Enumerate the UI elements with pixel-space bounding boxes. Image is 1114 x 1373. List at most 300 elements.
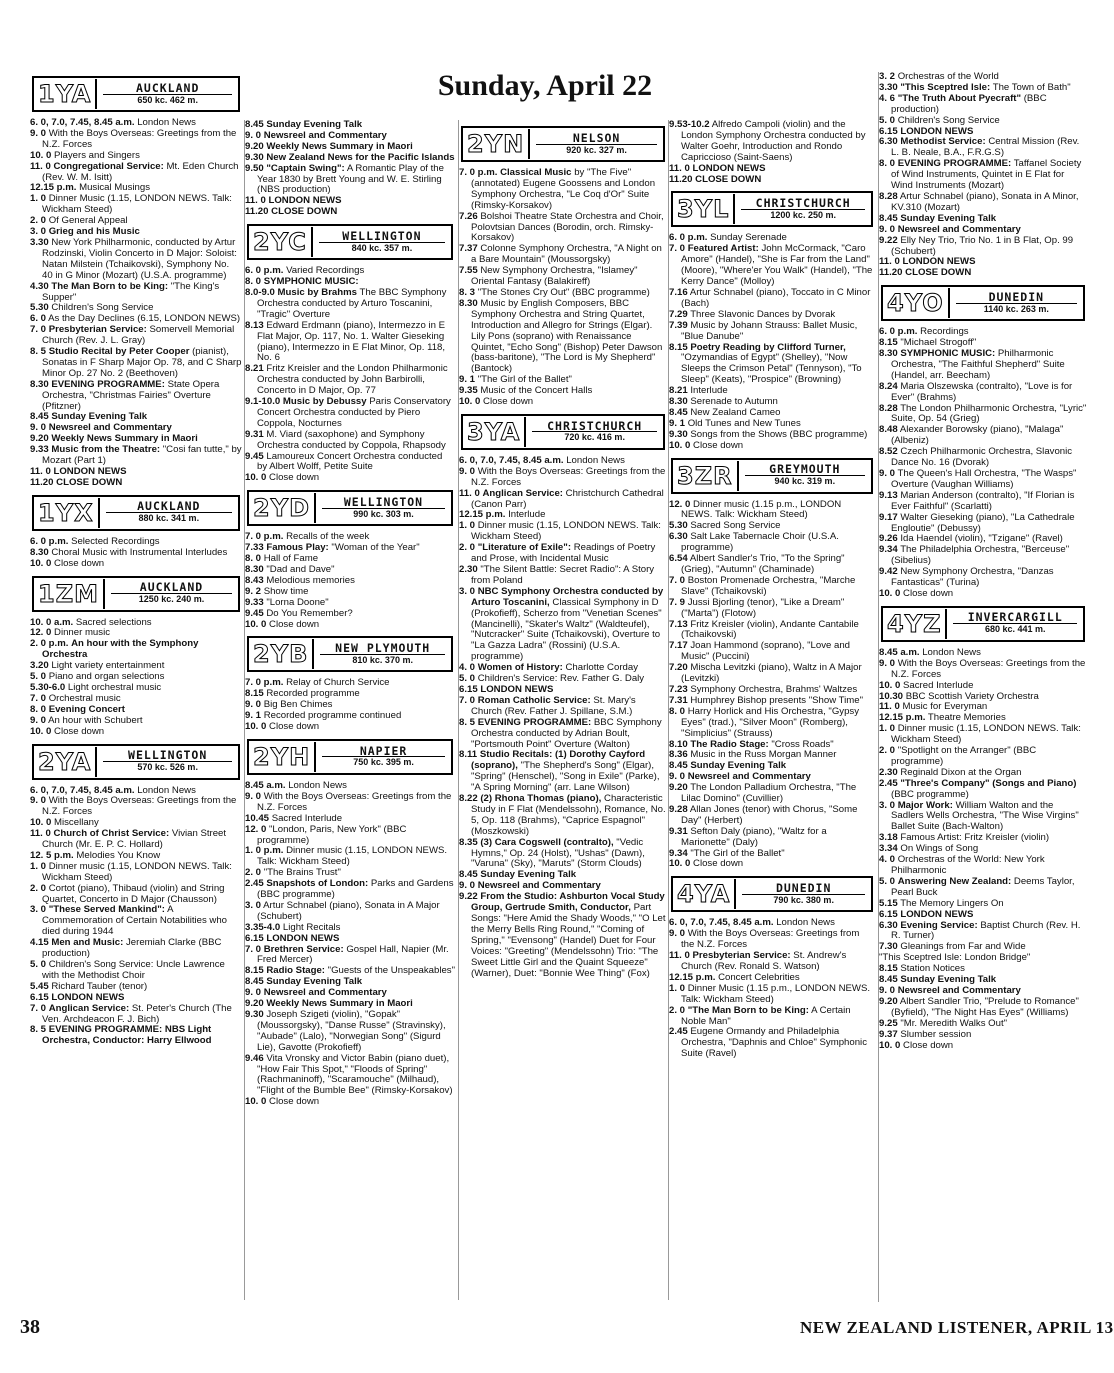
station-city: NELSON	[536, 133, 657, 145]
program-entry	[245, 207, 455, 218]
entry-text: Hall of Fame	[263, 553, 319, 565]
entry-time: 9. 0	[245, 129, 262, 141]
entry-time: 9.20	[879, 995, 898, 1007]
entry-time: 9. 0	[30, 714, 47, 726]
program-entry	[459, 892, 667, 979]
entry-time: 6. 0	[30, 313, 47, 325]
entry-title: "These Served Mankind":	[48, 904, 165, 916]
page-title: Sunday, April 22	[437, 69, 653, 102]
entry-text: Czech Philharmonic Orchestra, Slavonic Dance No. 16 (Dvorak)	[891, 446, 1073, 469]
program-entry	[669, 598, 875, 620]
entry-text: "Dad and Dave"	[266, 564, 335, 575]
entry-time: 6.30	[669, 531, 688, 543]
entry-time: 9.37	[879, 1028, 898, 1040]
entry-time: 7. 9	[669, 596, 686, 608]
entry-text: "The Shepherd's Song" (Elgar), "Spring" (Henschel), "Song in Exile" (Parke), "A Spring Morning" (arr. Lane Wilson)	[471, 760, 660, 794]
entry-text: Station Notices	[900, 963, 965, 975]
entry-time: 6.30	[879, 919, 898, 931]
entry-title: Classical Music	[500, 167, 572, 178]
entry-title: SYMPHONIC MUSIC:	[263, 276, 359, 288]
entry-text: Close down	[54, 725, 105, 737]
entry-title: LONDON NEWS	[51, 991, 125, 1003]
station-call-sign: 2YH	[249, 742, 316, 772]
entry-time: 7. 0	[245, 943, 262, 955]
entry-text: (BBC programme)	[891, 788, 969, 800]
entry-text: Baptist Church (Rev. H. R. Turner)	[891, 919, 1081, 942]
station-call-sign: 3YA	[463, 417, 526, 447]
entry-time: 10. 0	[879, 587, 901, 599]
entry-time: 4. 0	[459, 662, 476, 674]
entry-time: 8.10	[669, 738, 688, 750]
entry-time: 9. 0	[669, 771, 686, 783]
entry-text: With the Boys Overseas: Greetings from the N.Z. Forces	[42, 795, 237, 818]
entry-text: Serenade to Autumn	[690, 396, 778, 408]
program-entry	[879, 746, 1087, 768]
entry-text: State Opera Orchestra, "Christmas Fairies" Overture (Pfitzner)	[42, 378, 220, 412]
entry-time: 9.22	[459, 891, 478, 903]
entry-text: Close down	[903, 587, 954, 599]
entry-text: Orchestras of the World	[897, 72, 999, 82]
entry-text: Gleanings from Far and Wide	[900, 941, 1026, 953]
program-entry	[669, 783, 875, 805]
entry-text: On Wings of Song	[900, 843, 979, 855]
entry-text: Concert Celebrities	[718, 971, 800, 983]
station-info	[316, 743, 451, 769]
entry-time: 6. 0, 7.0, 7.45, 8.45 a.m.	[30, 117, 135, 128]
program-entry	[669, 641, 875, 663]
entry-text: (BBC production)	[891, 92, 1047, 115]
entry-text: Classical Symphony in D (Prokofieff), Scherzo from "Venetian Scenes" (Mancinelli), "Skater's Waltz" (Waldteufel), "Nutcracker" Suite (Tchaikovski), Overture to "La Gazza Ladra" (Rossini) (U.S.A. programme)	[471, 596, 662, 663]
entry-time: 5. 0	[30, 959, 47, 970]
entry-text: "Vedic Hymns," Op. 24 (Holst), "Ushas" (Dawn), "Varuna" (Sky), "Maruts" (Storm Clouds)	[471, 836, 645, 870]
entry-text: Children's Song Service: Uncle Lawrence with the Methodist Choir	[42, 959, 225, 981]
entry-title: New Zealand News for the Pacific Islands	[266, 151, 455, 163]
entry-time: 6. 0, 7.0, 7.45, 8.45 a.m.	[669, 917, 774, 929]
entry-time: 6.30	[879, 136, 898, 148]
entry-text: The London Palladium Orchestra, "The Lilac Domino" (Cuvillier)	[681, 782, 857, 805]
entry-title: Poetry Reading by Clifford Turner,	[690, 341, 846, 353]
entry-time: 8.52	[879, 446, 898, 458]
entry-time: 10. 0	[30, 149, 52, 161]
entry-time: 3.30	[879, 81, 898, 93]
station-header	[671, 458, 873, 494]
entry-title: Newsreel and Commentary	[263, 987, 387, 999]
entry-time: 8.35	[459, 836, 478, 848]
program-entry	[245, 1097, 455, 1108]
entry-text: Boston Promenade Orchestra, "Marche Slave" (Tchaikovski)	[681, 574, 856, 597]
entry-time: 11. 0	[245, 195, 266, 207]
entry-text: The Town of Bath"	[992, 81, 1071, 93]
entry-text: London News	[137, 784, 196, 796]
station-city: AUCKLAND	[106, 501, 232, 513]
program-entry	[669, 663, 875, 685]
program-entry	[879, 567, 1087, 589]
station-info	[100, 501, 238, 524]
station-info	[313, 228, 451, 254]
entry-time: 7.30	[879, 941, 898, 953]
entry-text: Parks and Gardens (BBC programme)	[257, 878, 454, 901]
column-5	[878, 72, 1087, 1302]
entry-time: 1. 0	[879, 723, 896, 735]
entry-title: Presbyterian Service:	[692, 950, 791, 962]
entry-text: Jeremiah Clarke (BBC production)	[42, 937, 222, 960]
entry-text: Dinner music (1.15, LONDON NEWS. Talk: Wickham Steed)	[257, 845, 448, 868]
station-info	[739, 464, 871, 487]
entry-title: Evening Service:	[900, 919, 978, 931]
entry-title: Famous Play:	[266, 542, 329, 554]
program-entry	[459, 838, 667, 871]
station-frequency: 570 kc. 526 m.	[137, 762, 198, 772]
entry-time: 7.23	[669, 683, 688, 695]
entry-text: William Walton and the Sadlers Wells Orchestra, "The Wise Virgins" Ballet Suite (Bach-Walton)	[891, 799, 1079, 833]
program-entry	[879, 779, 1087, 801]
entry-title: Church of Christ Service:	[53, 828, 170, 840]
program-entry	[30, 194, 242, 216]
entry-time: 6.15	[459, 683, 478, 695]
entry-time: 11.20	[669, 173, 693, 185]
station-city: INVERCARGILL	[953, 612, 1077, 624]
entry-time: 12.15 p.m.	[459, 509, 506, 521]
entry-title: Studio Recital by Peter Cooper	[48, 346, 190, 358]
entry-text: The Memory Lingers On	[900, 897, 1004, 909]
entry-time: 12.15 p.m.	[669, 971, 716, 983]
station-city: AUCKLAND	[111, 582, 232, 594]
entry-time: 9. 0	[245, 987, 262, 999]
entry-time: 6.54	[669, 553, 688, 565]
entry-title: "Captain Swing":	[266, 162, 345, 174]
entry-text: Melodies You Know	[76, 849, 161, 861]
entry-time: 9.31	[669, 825, 688, 837]
station-header	[247, 490, 453, 526]
entry-text: "The Stones Cry Out" (BBC programme)	[477, 286, 650, 298]
entry-time: 8. 0	[245, 276, 262, 288]
station-city: WELLINGTON	[103, 750, 232, 762]
entry-text: "The Girl of the Ballet"	[477, 374, 572, 386]
entry-time: 6.15	[879, 125, 898, 137]
program-entry	[459, 489, 667, 511]
entry-title: Men and Music:	[51, 937, 124, 949]
entry-time: 9.31	[245, 428, 264, 440]
station-city: AUCKLAND	[103, 83, 232, 95]
entry-text: Paris Conservatory Concert Orchestra conducted by Piero Coppola, Nocturnes	[257, 396, 451, 429]
entry-time: 8. 0	[245, 553, 262, 565]
entry-title: Brethren Service:	[263, 943, 344, 955]
program-entry	[879, 513, 1087, 535]
entry-time: 8.43	[245, 574, 264, 586]
station-header	[247, 636, 453, 672]
program-entry	[30, 829, 242, 851]
entry-time: 8.48	[879, 424, 898, 436]
program-entry	[30, 347, 242, 380]
entry-text: Humphrey Bishop presents "Show Time"	[690, 694, 864, 706]
entry-text: Alexander Borowsky (piano), "Malaga" (Albeniz)	[891, 424, 1064, 447]
program-entry	[459, 244, 667, 266]
entry-text: Mischa Levitzki (piano), Waltz in A Major (Levitzki)	[681, 662, 862, 685]
entry-time: 9.20	[245, 998, 264, 1010]
program-entry	[245, 288, 455, 321]
entry-text: Close down	[269, 1096, 320, 1108]
entry-time: 7.37	[459, 243, 478, 255]
entry-time: 7.33	[245, 542, 264, 554]
entry-title: "This Sceptred Isle:	[900, 81, 991, 93]
program-entry	[669, 859, 875, 870]
program-entry	[30, 380, 242, 413]
entry-time: 8.28	[879, 402, 898, 414]
station-info	[97, 750, 238, 773]
entry-time: 1. 0	[30, 193, 47, 205]
entry-time: 7.26	[459, 210, 478, 222]
program-entry	[245, 620, 455, 631]
entry-time: 9.20	[30, 433, 49, 445]
entry-title: CLOSE DOWN	[271, 206, 338, 218]
program-entry	[30, 1004, 242, 1026]
entry-time: 9.30	[245, 1009, 264, 1020]
entry-time: 11. 0	[30, 160, 51, 172]
entry-title: CLOSE DOWN	[56, 476, 123, 488]
entry-time: 12. 0	[245, 823, 267, 835]
station-call-sign: 3ZR	[673, 461, 739, 491]
program-entry	[669, 1006, 875, 1028]
station-frequency: 680 kc. 441 m.	[984, 624, 1046, 635]
entry-text: Christchurch Cathedral (Canon Parr)	[471, 487, 664, 510]
entry-text: Joan Hammond (soprano), "Love and Music" (Puccini)	[681, 640, 851, 663]
publication-footer: NEW ZEALAND LISTENER, APRIL 13	[800, 1318, 1114, 1337]
program-entry	[245, 1010, 455, 1054]
entry-text: Mt. Eden Church (Rev. W. M. Isitt)	[42, 160, 239, 183]
entry-text: "This Sceptred Isle: London Bridge"	[879, 952, 1031, 964]
entry-text: by "The Five" (annotated) Eugene Goossens and London Symphony Orchestra, "Le Coq d'Or" Suite (Rimsky-Korsakov)	[471, 167, 656, 211]
program-entry	[459, 543, 667, 565]
program-entry	[669, 620, 875, 642]
program-entry	[30, 639, 242, 661]
entry-time: 5. 0	[30, 671, 47, 683]
entry-text: A Commemoration of Certain Notabilities who died during 1944	[42, 904, 228, 938]
entry-title: "The Man Born to be King:	[687, 1004, 809, 1016]
entry-title: Major Work:	[897, 799, 953, 811]
station-info	[530, 130, 663, 156]
entry-time: 5.30	[30, 302, 49, 314]
entry-time: 7.17	[669, 640, 688, 652]
station-call-sign: 1ZM	[34, 579, 105, 609]
entry-title: SYMPHONIC MUSIC:	[900, 348, 996, 360]
program-entry	[245, 825, 455, 847]
program-entry	[879, 589, 1087, 600]
entry-time: 9.1-10.0	[245, 396, 281, 408]
program-entry	[879, 236, 1087, 258]
entry-time: 1. 0	[30, 860, 47, 872]
entry-text: Readings of Poetry and Prose, with Incidental Music	[471, 542, 656, 565]
entry-text: The Philadelphia Orchestra, "Berceuse" (Sibelius)	[891, 544, 1070, 567]
entry-text: Jussi Bjorling (tenor), "Like a Dream" ("Marta") (Flotow)	[681, 596, 845, 619]
entry-time: 5. 0	[879, 114, 896, 126]
entry-title: The Man Born to be King:	[51, 280, 169, 292]
entry-time: 9. 0	[879, 468, 896, 479]
entry-text: Old Tunes and New Tunes	[687, 417, 801, 429]
station-call-sign: 3YL	[673, 194, 735, 224]
station-header	[247, 739, 453, 775]
entry-time: 8.30	[30, 378, 49, 390]
entry-time: 8.45	[669, 406, 688, 418]
entry-time: 9.33	[30, 444, 49, 456]
entry-time: 4. 6	[879, 92, 896, 104]
program-entry	[245, 452, 455, 474]
entry-time: 8. 3	[459, 286, 476, 298]
entry-time: 10. 0	[459, 396, 481, 408]
station-info	[947, 612, 1083, 635]
program-entry	[879, 159, 1087, 192]
entry-time: 9.22	[879, 234, 898, 246]
entry-text: Characteristic Study in F Flat (Mendelssohn), Romance, No. 5, Op. 118 (Brahms), "Caprice Espagnol" (Moszkowski)	[471, 793, 666, 837]
entry-text: Close down	[269, 472, 320, 484]
entry-time: 12. 0	[30, 627, 52, 639]
entry-title: Newsreel and Commentary	[687, 771, 811, 783]
station-city: NAPIER	[322, 746, 445, 758]
entry-text: Music for Everyman	[902, 701, 988, 713]
entry-time: 8.13	[245, 319, 264, 331]
entry-text: Music by Johann Strauss: Ballet Music, "Blue Danube"	[681, 319, 858, 342]
program-entry	[879, 137, 1087, 159]
station-header	[671, 191, 873, 227]
entry-time: 10.30	[879, 690, 904, 702]
entry-text: Charlotte Corday	[565, 662, 638, 674]
station-frequency: 1200 kc. 250 m.	[770, 209, 836, 220]
entry-title: Sunday Evening Talk	[690, 760, 787, 772]
entry-text: Interlude	[690, 385, 728, 397]
entry-title: Studio Recitals: (1) Dorothy Cayford (soprano),	[471, 749, 646, 772]
entry-text: Edward Erdmann (piano), Intermezzo in E Flat Major, Op. 117, No. 1. Walter Gieseking (piano), Intermezzo in E Flat Minor, Op. 118, No. 6	[257, 319, 446, 364]
entry-title: "Three's Company" (Songs and Piano)	[900, 777, 1077, 789]
program-entry	[30, 162, 242, 184]
entry-title: Methodist Service:	[900, 136, 986, 148]
entry-time: 11. 0	[669, 162, 690, 174]
station-call-sign: 2YN	[463, 129, 530, 159]
entry-time: 8.45	[245, 976, 264, 988]
entry-text: Central Mission (Rev. L. B. Neale, B.A., F.R.G.S)	[891, 136, 1080, 159]
entry-text: A Certain Noble Man"	[681, 1004, 851, 1027]
entry-text: Dinner music	[54, 627, 110, 639]
entry-text: St. Peter's Church (The Ven. Archdeacon F. J. Bich)	[42, 1002, 232, 1025]
entry-text: BBC Scottish Variety Orchestra	[905, 690, 1039, 702]
page-number: 38	[20, 1316, 40, 1338]
entry-text: "Guests of the Unspeakables"	[327, 965, 455, 977]
entry-time: 7.39	[669, 319, 688, 331]
entry-text: Songs from the Shows (BBC programme)	[690, 428, 868, 440]
station-frequency: 880 kc. 341 m.	[138, 513, 200, 524]
entry-title: LONDON NEWS	[902, 256, 976, 268]
program-entry	[245, 164, 455, 197]
program-entry	[879, 192, 1087, 214]
program-entry	[245, 1054, 455, 1098]
entry-title: "Literature of Exile":	[477, 542, 572, 554]
entry-text: Sacred Interlude	[903, 679, 974, 691]
entry-time: 6. 0 p.m.	[879, 326, 918, 338]
station-frequency: 790 kc. 380 m.	[773, 894, 834, 905]
entry-title: Newsreel and Commentary	[48, 422, 172, 434]
entry-text: Recalls of the week	[286, 531, 370, 543]
entry-title: (2) Rhona Thomas (piano),	[480, 793, 602, 805]
entry-time: 3.34	[879, 843, 898, 855]
entry-time: 10. 0	[245, 618, 267, 630]
entry-time: 8.45	[459, 869, 478, 881]
entry-time: 3.35-4.0	[245, 921, 281, 933]
entry-time: 8. 5	[459, 716, 476, 728]
entry-title: Music by Debussy	[282, 396, 367, 408]
program-entry	[669, 827, 875, 849]
program-entry	[30, 129, 242, 151]
entry-time: 8.30	[459, 297, 478, 309]
entry-text: With the Boys Overseas: Greetings from the N.Z. Forces	[471, 465, 666, 488]
program-entry	[30, 862, 242, 884]
entry-text: Harry Horlick and His Orchestra, "Gypsy Eyes" (trad.), "Silver Moon" (Romberg), "Simplicius" (Strauss)	[681, 705, 860, 739]
entry-text: Salt Lake Tabernacle Choir (U.S.A. programme)	[681, 531, 839, 554]
entry-time: 9. 1	[459, 374, 476, 386]
entry-text: Show time	[263, 585, 309, 597]
entry-text: Fritz Kreisler and the London Philharmonic Orchestra conducted by John Barbirolli, Concerto in D Major, Op. 77	[257, 363, 448, 397]
entry-text: "The Silent Battle: Secret Radio": A Story from Poland	[471, 564, 655, 586]
entry-time: 8.45	[245, 120, 264, 130]
program-entry	[459, 266, 667, 288]
program-entry	[879, 491, 1087, 513]
entry-time: 7. 0	[459, 694, 476, 706]
entry-time: 8. 0	[669, 705, 686, 717]
station-call-sign: 2YC	[249, 227, 313, 257]
entry-time: 3. 0	[245, 899, 262, 911]
entry-time: 4. 0	[879, 854, 896, 866]
program-entry	[245, 321, 455, 365]
entry-text: Eugene Ormandy and Philadelphia Orchestra, "Daphnis and Chloe" Symphonic Suite (Ravel)	[681, 1026, 867, 1060]
entry-text: Part Songs: "Here Amid the Shady Woods," "O Let the Merry Bells Ring Round," "Coming of Spring," "Evensong" (Handel) Duet for Four Voices: "Greeting" (Mendelssohn) Trio: "The Sweet Little Girl and the Quaint Squeeze" (Warner), Duet: "Bonnie Wee Thing" (Fox)	[471, 902, 666, 979]
entry-title: Music by Brahms	[277, 286, 357, 298]
entry-text: Choral Music with Instrumental Interludes	[51, 546, 228, 558]
program-entry	[669, 929, 875, 951]
entry-time: 3. 0	[30, 904, 47, 916]
program-entry	[669, 951, 875, 973]
station-frequency: 750 kc. 395 m.	[353, 757, 414, 768]
entry-time: 8.30	[245, 564, 264, 575]
entry-title: LONDON NEWS	[900, 908, 974, 920]
program-entry	[245, 846, 455, 868]
program-entry	[459, 794, 667, 838]
entry-time: 2. 0 p.m.	[30, 638, 69, 650]
entry-time: 6.15	[30, 991, 49, 1003]
program-entry	[30, 478, 242, 489]
program-entry	[459, 397, 667, 408]
entry-time: 7. 0	[30, 324, 47, 336]
program-entry	[459, 587, 667, 663]
station-city: DUNEDIN	[742, 883, 865, 895]
entry-text: New York Philharmonic, conducted by Artur Rodzinski, Violin Concerto in D Major: Soloist: Natan Milstein (Tchaikovski), Symphony No. 40 in G Minor (Mozart) (U.S.A. programme)	[42, 236, 237, 281]
station-frequency: 840 kc. 357 m.	[351, 242, 413, 253]
entry-text: Light orchestral music	[67, 681, 162, 693]
entry-title: Evening Concert	[48, 703, 125, 715]
program-entry	[30, 905, 242, 938]
entry-title: From the Studio: Ashburton Vocal Study Group, Gertrude Smith, Conductor,	[471, 891, 665, 914]
entry-title: EVENING PROGRAMME:	[897, 158, 1012, 170]
entry-title: Anglican Service:	[482, 487, 563, 499]
column-2	[244, 120, 455, 1300]
entry-text: London News	[922, 646, 981, 658]
entry-text: The Queen's Hall Orchestra, "The Wasps" Overture (Vaughan Williams)	[891, 468, 1077, 490]
entry-title: CLOSE DOWN	[695, 173, 762, 185]
entry-text: Slumber session	[900, 1028, 972, 1040]
entry-text: St. Mary's Church (Rev. Father J. Spillane, S.M.)	[471, 694, 636, 717]
program-entry	[879, 545, 1087, 567]
entry-time: 6. 0, 7.0, 7.45, 8.45 a.m.	[459, 454, 564, 466]
entry-time: 2. 0	[879, 745, 896, 757]
entry-text: "Lorna Doone"	[266, 596, 329, 608]
entry-time: 8.45	[879, 212, 898, 224]
entry-title: Snapshots of London:	[266, 878, 369, 890]
